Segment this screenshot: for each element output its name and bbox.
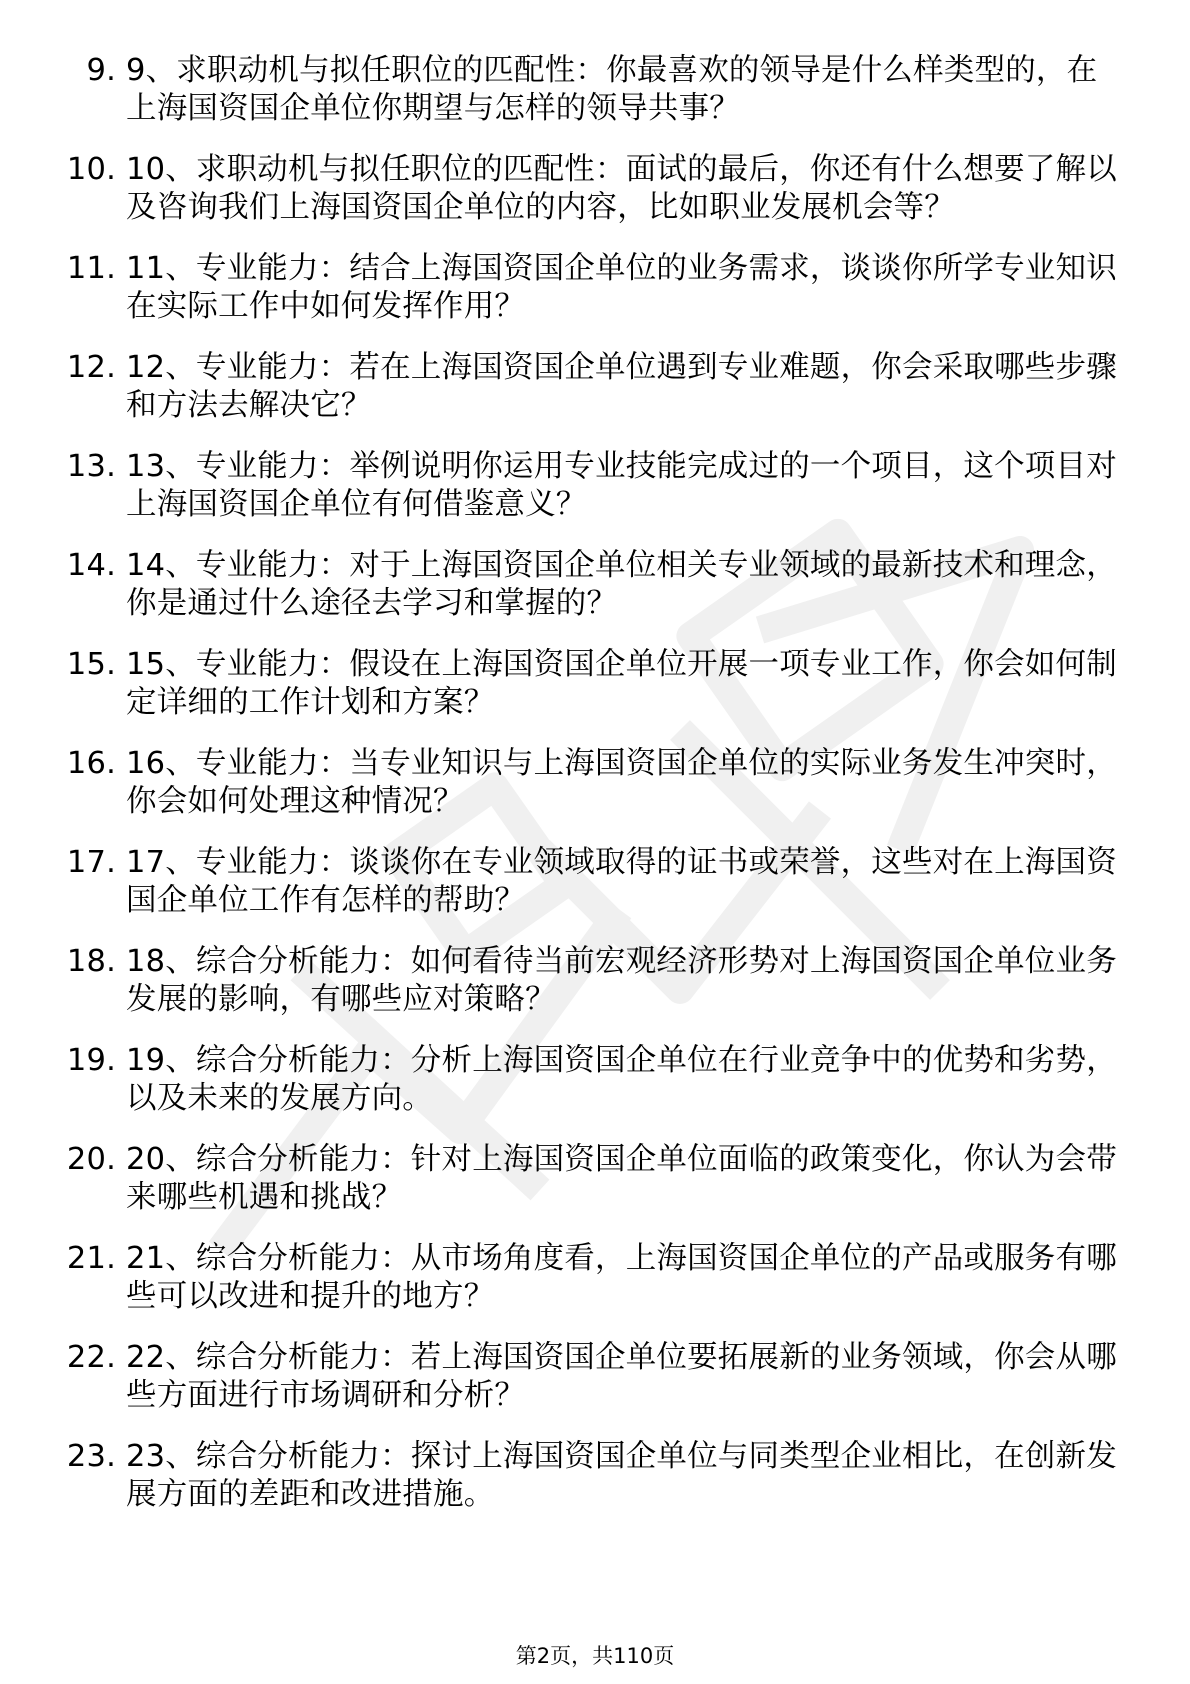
page-footer: 第2页，共110页 (515, 1644, 675, 1668)
question-item (66, 250, 1120, 326)
question-item (66, 1240, 1120, 1316)
question-text: 17、专业能力：谈谈你在专业领域取得的证书或荣誉，这些对在上海国资国企单位工作有怎样的帮助？ (126, 845, 1117, 918)
question-text: 14、专业能力：对于上海国资国企单位相关专业领域的最新技术和理念，你是通过什么途径去学习和掌握的？ (126, 548, 1117, 621)
question-text: 23、综合分析能力：探讨上海国资国企单位与同类型企业相比，在创新发展方面的差距和改进措施。 (126, 1439, 1117, 1512)
question-item (66, 745, 1120, 821)
question-number: 23. (66, 1439, 116, 1474)
question-text: 9、求职动机与拟任职位的匹配性：你最喜欢的领导是什么样类型的，在上海国资国企单位你期望与怎样的领导共事？ (126, 53, 1098, 126)
question-item (66, 1141, 1120, 1217)
question-text: 12、专业能力：若在上海国资国企单位遇到专业难题，你会采取哪些步骤和方法去解决它？ (126, 350, 1117, 423)
question-item (70, 52, 1120, 128)
question-item (66, 151, 1120, 227)
question-number: 14. (66, 548, 116, 583)
question-number: 15. (66, 647, 116, 682)
question-item (66, 1339, 1120, 1415)
question-text: 13、专业能力：举例说明你运用专业技能完成过的一个项目，这个项目对上海国资国企单位有何借鉴意义？ (126, 449, 1117, 522)
question-item (66, 1438, 1120, 1514)
question-text: 18、综合分析能力：如何看待当前宏观经济形势对上海国资国企单位业务发展的影响，有哪些应对策略？ (126, 944, 1117, 1017)
question-number: 18. (66, 944, 116, 979)
question-item (66, 943, 1120, 1019)
question-text: 10、求职动机与拟任职位的匹配性：面试的最后，你还有什么想要了解以及咨询我们上海国资国企单位的内容，比如职业发展机会等？ (126, 152, 1117, 225)
question-number: 17. (66, 845, 116, 880)
question-text: 16、专业能力：当专业知识与上海国资国企单位的实际业务发生冲突时，你会如何处理这种情况？ (126, 746, 1117, 819)
question-text: 11、专业能力：结合上海国资国企单位的业务需求，谈谈你所学专业知识在实际工作中如何发挥作用？ (126, 251, 1117, 324)
question-text: 20、综合分析能力：针对上海国资国企单位面临的政策变化，你认为会带来哪些机遇和挑战？ (126, 1142, 1117, 1215)
question-text: 15、专业能力：假设在上海国资国企单位开展一项专业工作，你会如何制定详细的工作计划和方案？ (126, 647, 1117, 720)
question-text: 21、综合分析能力：从市场角度看，上海国资国企单位的产品或服务有哪些可以改进和提升的地方？ (126, 1241, 1117, 1314)
question-number: 13. (66, 449, 116, 484)
question-list (66, 52, 1120, 1537)
question-number: 19. (66, 1043, 116, 1078)
question-number: 22. (66, 1340, 116, 1375)
question-item (66, 448, 1120, 524)
question-item (66, 844, 1120, 920)
question-text: 22、综合分析能力：若上海国资国企单位要拓展新的业务领域，你会从哪些方面进行市场调研和分析？ (126, 1340, 1117, 1413)
question-number: 11. (66, 251, 116, 286)
question-text: 19、综合分析能力：分析上海国资国企单位在行业竞争中的优势和劣势，以及未来的发展方向。 (126, 1043, 1117, 1116)
question-number: 10. (66, 152, 116, 187)
question-number: 16. (66, 746, 116, 781)
question-number: 20. (66, 1142, 116, 1177)
question-item (66, 547, 1120, 623)
question-number: 12. (66, 350, 116, 385)
question-number: 9. (86, 53, 116, 88)
question-number: 21. (66, 1241, 116, 1276)
question-item (66, 1042, 1120, 1118)
question-item (66, 646, 1120, 722)
question-item (66, 349, 1120, 425)
